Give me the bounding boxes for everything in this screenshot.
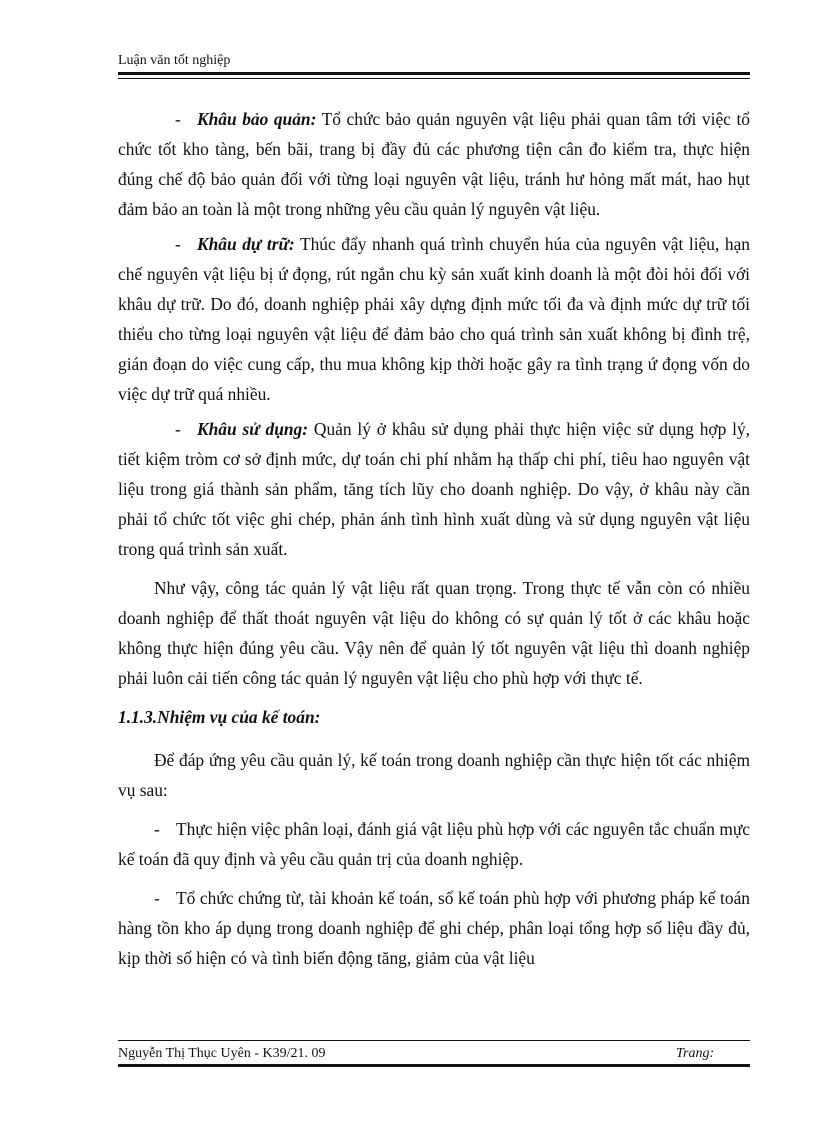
list-item-text: Tổ chức chứng từ, tài khoản kế toán, sổ kế toán phù hợp với phương pháp kế toán hàng tồn kho áp dụng trong doanh nghiệp để ghi chép, phân loại tổng hợp số liệu đầy đủ, kịp thời số hiện có và tình biến động tăng, giảm của vật liệu (118, 888, 750, 968)
header-rule-thin (118, 78, 750, 79)
paragraph-summary: Như vậy, công tác quản lý vật liệu rất quan trọng. Trong thực tế vẫn còn có nhiều doanh nghiệp để thất thoát nguyên vật liệu do không có sự quản lý tốt ở các khâu hoặc không thực hiện đúng yêu cầu. Vậy nên để quản lý tốt nguyên vật liệu thì doanh nghiệp phải luôn cải tiến công tác quản lý nguyên vật liệu cho phù hợp với thực tế. (118, 578, 750, 688)
paragraph-text: Tổ chức bảo quản nguyên vật liệu phải quan tâm tới việc tổ chức tốt kho tàng, bến bãi, trang bị đầy đủ các phương tiện cân đo kiểm tra, thực hiện đúng chế độ bảo quản đối với từng loại nguyên vật liệu, tránh hư hỏng mất mát, hao hụt đảm bảo an toàn là một trong những yêu cầu quản lý nguyên vật liệu. (118, 109, 750, 219)
list-item-text: Thực hiện việc phân loại, đánh giá vật liệu phù hợp với các nguyên tắc chuẩn mực kế toán đã quy định và yêu cầu quản trị của doanh nghiệp. (118, 819, 750, 869)
section-heading: 1.1.3.Nhiệm vụ của kế toán: (118, 707, 321, 727)
document-body (118, 104, 750, 973)
term-bao-quan: Khâu bảo quản: (197, 109, 317, 129)
footer-rule-thick (118, 1064, 750, 1067)
paragraph-su-dung (118, 414, 750, 564)
term-su-dung: Khâu sử dụng: (197, 419, 309, 439)
list-dash: - (175, 419, 181, 439)
footer-author: Nguyễn Thị Thục Uyên - K39/21. 09 (118, 1046, 326, 1061)
paragraph-du-tru (118, 229, 750, 409)
list-item-task-1 (118, 814, 750, 874)
list-item-task-2 (118, 883, 750, 973)
term-du-tru: Khâu dự trữ: (197, 234, 295, 254)
list-dash: - (175, 234, 181, 254)
paragraph-text: Thúc đẩy nhanh quá trình chuyển húa của nguyên vật liệu, hạn chế nguyên vật liệu bị ứ đọng, rút ngắn chu kỳ sản xuất kinh doanh là một đòi hỏi đối với khâu dự trữ. Do đó, doanh nghiệp phải xây dựng định mức tối đa và định mức dự trữ tối thiểu cho từng loại nguyên vật liệu để đảm bảo cho quá trình sản xuất không bị đình trệ, gián đoạn do việc cung cấp, thu mua không kịp thời hoặc gây ra tình trạng ứ đọng vốn do việc dự trữ quá nhiều. (118, 234, 751, 404)
page-header-title: Luận văn tốt nghiệp (118, 53, 231, 68)
paragraph-text: Quản lý ở khâu sử dụng phải thực hiện việc sử dụng hợp lý, tiết kiệm tròm cơ sở định mức, dự toán chi phí nhằm hạ thấp chi phí, tiêu hao nguyên vật liệu trong giá thành sản phẩm, tăng tích lũy cho doanh nghiệp. Do vậy, ở khâu này cần phải tổ chức tốt việc ghi chép, phản ánh tình hình xuất dùng và sử dụng nguyên vật liệu trong quá trình sản xuất. (118, 419, 750, 559)
list-dash: - (154, 819, 160, 839)
footer-page-label: Trang: (676, 1046, 715, 1061)
paragraph-bao-quan (118, 104, 750, 224)
footer-rule-thin (118, 1040, 750, 1041)
list-dash: - (154, 888, 160, 908)
paragraph-intro: Để đáp ứng yêu cầu quản lý, kế toán trong doanh nghiệp cần thực hiện tốt các nhiệm vụ sau: (118, 750, 750, 800)
list-dash: - (175, 109, 181, 129)
header-rule-thick (118, 72, 750, 75)
